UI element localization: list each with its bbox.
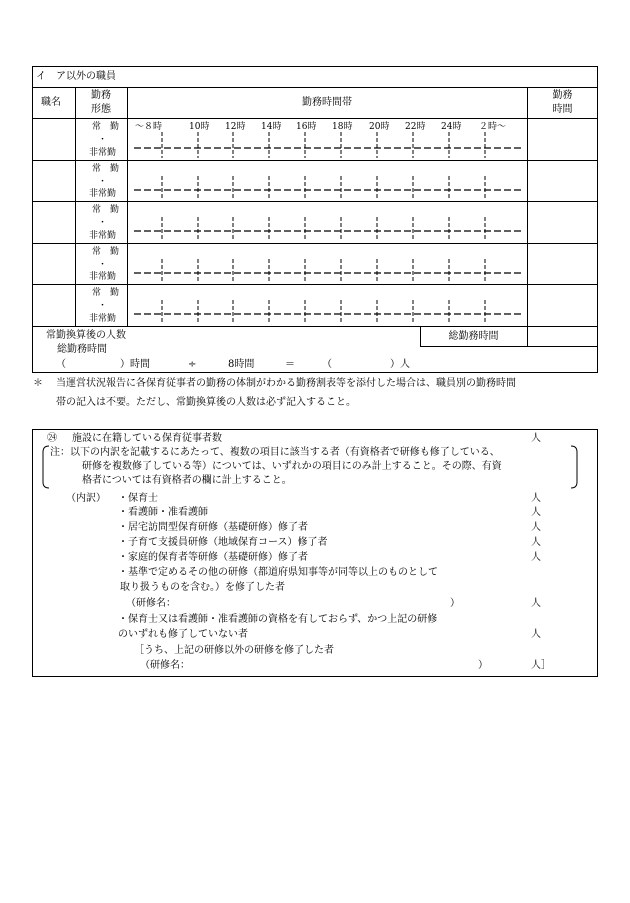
sub-training-name-open: （研修名： xyxy=(140,660,190,671)
other-training-name-close: ） xyxy=(450,598,460,609)
header-work-hours-l2: 時間 xyxy=(552,104,573,115)
time-label: 20時 xyxy=(369,122,390,132)
formula-open-2: （ xyxy=(322,359,332,370)
breakdown-label: （内訳） xyxy=(66,493,106,504)
formula-hours: 8時間 xyxy=(228,359,255,370)
work-type-parttime: 非常勤 xyxy=(89,314,117,324)
unqualified-line-1: ・保育士又は看護師・准看護師の資格を有しておらず、かつ上記の研修 xyxy=(118,614,438,625)
fte-label: 常勤換算後の人数 xyxy=(46,330,126,341)
time-label: 22時 xyxy=(405,122,426,132)
footnote-line-2: 帯の記入は不要。ただし、常勤換算後の人数は必ず記入すること。 xyxy=(56,397,356,408)
other-training-name-open: （研修名： xyxy=(126,598,176,609)
sub-training-unit: 人］ xyxy=(531,660,551,671)
breakdown-unit: 人 xyxy=(531,507,541,518)
work-type-fulltime: 常 勤 xyxy=(92,122,120,132)
work-type-fulltime: 常 勤 xyxy=(92,247,120,257)
work-type-dot: ・ xyxy=(98,301,108,311)
staff-count-unit: 人 xyxy=(531,433,541,444)
work-type-parttime: 非常勤 xyxy=(89,148,117,158)
breakdown-item: ・看護師・准看護師 xyxy=(118,507,208,518)
breakdown-item: ・居宅訪問型保育研修（基礎研修）修了者 xyxy=(118,522,308,533)
time-label: ２時～ xyxy=(479,122,507,132)
formula-close-1: ）時間 xyxy=(120,359,150,370)
footnote-line-1: 当運営状況報告に各保育従事者の勤務の体制がわかる勤務割表等を添付した場合は、職員別の勤務時間 xyxy=(56,378,516,389)
breakdown-item: ・保育士 xyxy=(118,493,158,504)
formula-close-2: ）人 xyxy=(390,359,410,370)
breakdown-unit: 人 xyxy=(531,522,541,533)
header-time-band: 勤務時間帯 xyxy=(302,97,352,108)
work-type-dot: ・ xyxy=(98,177,108,187)
work-type-fulltime: 常 勤 xyxy=(92,164,120,174)
sub-training-line-1: ［うち、上記の研修以外の研修を修了した者 xyxy=(134,645,334,656)
other-training-line-1: ・基準で定めるその他の研修（都道府県知事等が同等以上のものとして xyxy=(118,567,438,578)
footnote-mark: ＊ xyxy=(33,378,43,389)
breakdown-unit: 人 xyxy=(531,537,541,548)
time-label: 16時 xyxy=(296,122,317,132)
formula-equals: ＝ xyxy=(285,359,295,370)
time-label: 12時 xyxy=(225,122,246,132)
note-line-3: 格者については有資格者の欄に計上すること。 xyxy=(82,475,292,486)
fte-total-hours-label: 総勤務時間 xyxy=(57,344,107,355)
work-type-dot: ・ xyxy=(98,218,108,228)
work-type-parttime: 非常勤 xyxy=(89,272,117,282)
work-type-fulltime: 常 勤 xyxy=(92,288,120,298)
unqualified-unit: 人 xyxy=(531,629,541,640)
other-training-unit: 人 xyxy=(531,598,541,609)
work-type-dot: ・ xyxy=(98,260,108,270)
time-label: 18時 xyxy=(332,122,353,132)
staff-count-number: ㉔ xyxy=(47,433,57,444)
breakdown-item: ・家庭的保育者等研修（基礎研修）修了者 xyxy=(118,552,308,563)
work-type-dot: ・ xyxy=(98,135,108,145)
work-type-parttime: 非常勤 xyxy=(89,231,117,241)
header-work-type-l2: 形態 xyxy=(91,104,111,115)
breakdown-item: ・子育て支援員研修（地域保育コース）修了者 xyxy=(118,537,328,548)
header-job-title: 職名 xyxy=(41,97,61,108)
work-type-parttime: 非常勤 xyxy=(89,189,117,199)
header-work-type-l1: 勤務 xyxy=(91,90,111,101)
time-label: ～８時 xyxy=(135,122,163,132)
total-hours-label: 総勤務時間 xyxy=(448,331,499,342)
time-label: 10時 xyxy=(189,122,210,132)
unqualified-line-2: のいずれも修了していない者 xyxy=(118,629,248,640)
breakdown-unit: 人 xyxy=(531,552,541,563)
timeline-rulers xyxy=(0,0,630,340)
work-type-fulltime: 常 勤 xyxy=(92,205,120,215)
staff-count-title: 施設に在籍している保育従事者数 xyxy=(72,433,222,444)
breakdown-unit: 人 xyxy=(531,493,541,504)
time-label: 24時 xyxy=(441,122,462,132)
table-line xyxy=(420,346,598,347)
formula-open-1: （ xyxy=(56,359,66,370)
section-title: イ ア以外の職員 xyxy=(36,71,116,82)
formula-divide: ÷ xyxy=(188,359,197,370)
time-label: 14時 xyxy=(261,122,282,132)
note-line-1: 注：以下の内訳を記載するにあたって、複数の項目に該当する者（有資格者で研修も修了している、 xyxy=(50,447,500,458)
sub-training-name-close: ） xyxy=(478,660,488,671)
note-line-2: 研修を複数修了している等）については、いずれかの項目にのみ計上すること。その際、有資 xyxy=(82,461,502,472)
other-training-line-2: 取り扱うものを含む。）を修了した者 xyxy=(120,582,285,593)
header-work-hours-l1: 勤務 xyxy=(552,90,573,101)
